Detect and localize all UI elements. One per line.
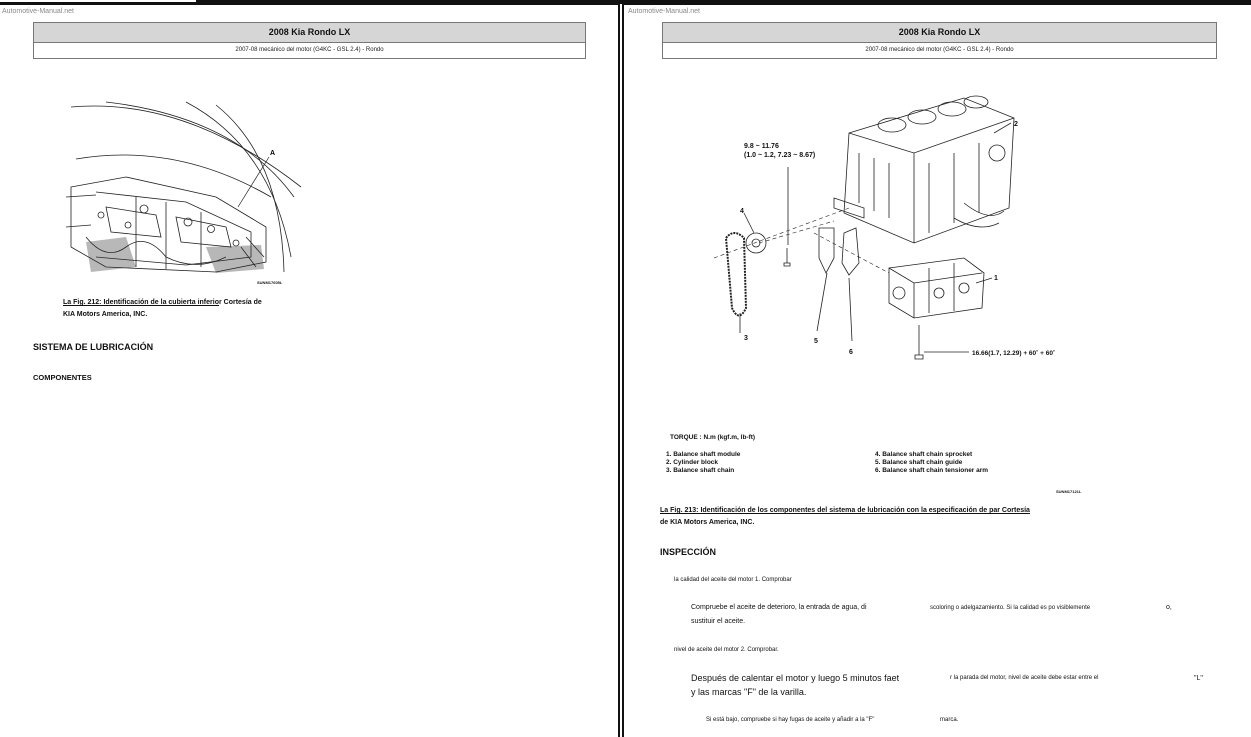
step1-label: la calidad del aceite del motor 1. Comprobar <box>674 577 792 583</box>
step2-text-c: "L" <box>1194 675 1203 682</box>
balance-shaft-chain <box>726 233 746 316</box>
caption-line2: de KIA Motors America, INC. <box>660 519 755 526</box>
page-header <box>33 22 586 59</box>
chain-guide <box>819 228 834 273</box>
legend-item: 5. Balance shaft chain guide <box>875 459 963 466</box>
watermark: Automotive-Manual.net <box>2 8 74 15</box>
step1-text-c: o, <box>1166 604 1172 611</box>
torque-title: TORQUE : N.m (kgf.m, lb-ft) <box>670 434 756 441</box>
section-title: INSPECCIÓN <box>660 547 717 557</box>
legend-left <box>666 451 740 475</box>
header-title: 2008 Kia Rondo LX <box>663 23 1216 43</box>
legend-item: 6. Balance shaft chain tensioner arm <box>875 467 989 474</box>
caption-rest: r Cortesía de <box>218 299 262 306</box>
chain-sprocket <box>746 233 766 253</box>
legend-right <box>875 451 988 475</box>
step1-text-b: scoloring o adelgazamiento. Si la calidad es po visiblemente <box>930 605 1091 611</box>
callout-6: 6 <box>849 349 853 356</box>
step1-text-a: Compruebe el aceite de deterioro, la entrada de agua, di <box>691 604 867 611</box>
figure-caption <box>660 505 1030 529</box>
figure-code: SUNM17121L <box>1056 489 1082 494</box>
step2-text-d: y las marcas "F" de la varilla. <box>691 687 807 697</box>
step2-note-b: marca. <box>940 717 959 723</box>
torque-top-line2: (1.0 ~ 1.2, 7.23 ~ 8.67) <box>744 152 816 159</box>
legend-item: 2. Cylinder block <box>666 459 719 466</box>
callout-3: 3 <box>744 335 748 342</box>
header-subtitle: 2007-08 mecánico del motor (G4KC - GSL 2.4) - Rondo <box>865 47 1014 53</box>
callout-1: 1 <box>994 275 998 282</box>
step1-text-d: sustituir el aceite. <box>691 618 746 625</box>
step2-text-b: r la parada del motor, nivel de aceite debe estar entre el <box>950 675 1099 681</box>
page-header <box>662 22 1217 59</box>
lower-cover-figure <box>66 97 306 277</box>
callout-2: 2 <box>1014 121 1018 128</box>
step2-note-a: Si está bajo, compruebe si hay fugas de aceite y añadir a la "F" <box>706 717 875 723</box>
caption-underlined: La Fig. 213: Identificación de los componentes del sistema de lubricación con la especificación de par Cortesía <box>660 507 1030 514</box>
legend-item: 1. Balance shaft module <box>666 451 741 458</box>
step2-text-a: Después de calentar el motor y luego 5 minutos faet <box>691 673 900 683</box>
figure-label-a: A <box>270 150 276 157</box>
balance-shaft-module <box>889 258 984 318</box>
caption-line2: KIA Motors America, INC. <box>63 311 148 318</box>
section-title: SISTEMA DE LUBRICACIÓN <box>33 342 154 352</box>
tensioner-arm <box>842 228 859 275</box>
torque-bottom: 16.66(1.7, 12.29) + 60˚ + 60˚ <box>972 350 1056 357</box>
step2-label: nivel de aceite del motor 2. Comprobar. <box>674 647 779 653</box>
right-page <box>624 5 1251 737</box>
legend-item: 3. Balance shaft chain <box>666 467 735 474</box>
figure-caption <box>63 297 262 321</box>
lubrication-components-figure <box>714 93 1094 373</box>
header-title: 2008 Kia Rondo LX <box>34 23 585 43</box>
callout-4: 4 <box>740 208 744 215</box>
watermark: Automotive-Manual.net <box>628 8 700 15</box>
figure-code: SUNM17605L <box>257 280 283 285</box>
left-page <box>0 5 618 737</box>
header-subtitle: 2007-08 mecánico del motor (G4KC - GSL 2.4) - Rondo <box>235 47 384 53</box>
legend-item: 4. Balance shaft chain sprocket <box>875 451 973 458</box>
torque-top-line1: 9.8 ~ 11.76 <box>744 143 779 150</box>
callout-5: 5 <box>814 338 818 345</box>
caption-underlined: La Fig. 212: Identificación de la cubierta inferio <box>63 299 219 306</box>
subsection-title: COMPONENTES <box>33 373 92 382</box>
